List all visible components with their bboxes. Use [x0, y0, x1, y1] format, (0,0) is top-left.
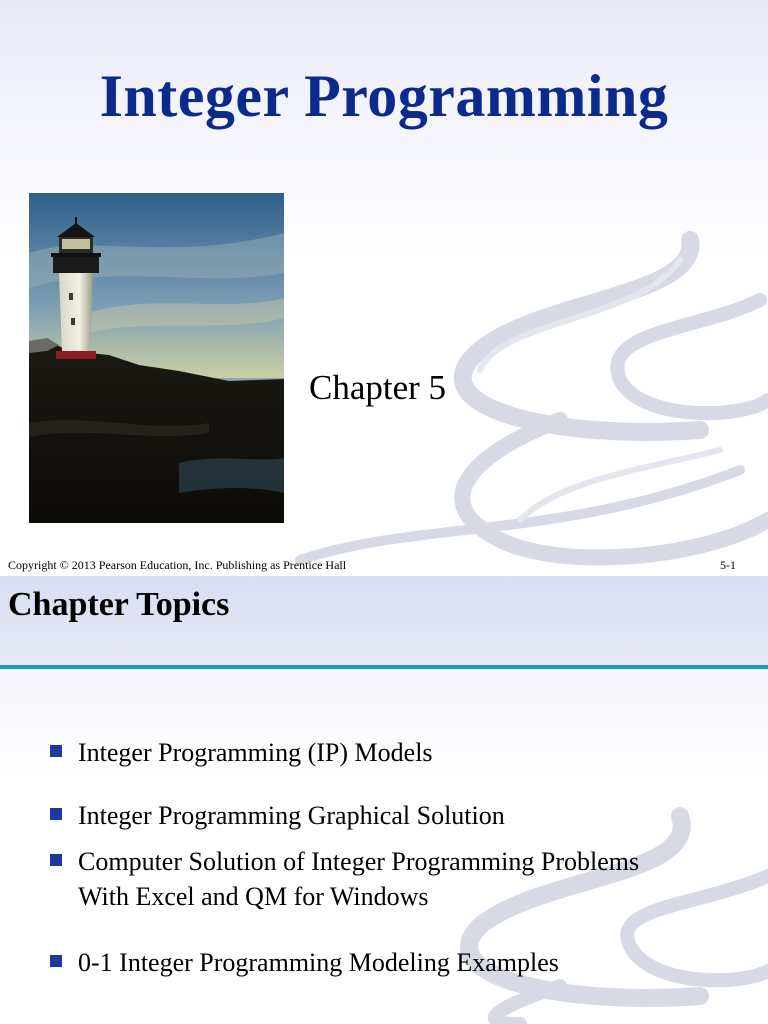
square-bullet-icon	[50, 745, 62, 757]
copyright-footer: Copyright © 2013 Pearson Education, Inc. Publishing as Prentice Hall	[8, 558, 347, 572]
square-bullet-icon	[50, 854, 62, 866]
lighthouse-photo	[29, 193, 284, 523]
topics-list	[0, 576, 768, 1024]
list-item-text: Integer Programming (IP) Models	[78, 738, 433, 767]
chapter-subtitle: Chapter 5	[309, 368, 447, 407]
square-bullet-icon	[50, 955, 62, 967]
list-item	[50, 945, 690, 980]
list-item-text: Computer Solution of Integer Programming Problems With Excel and QM for Windows	[78, 847, 640, 911]
slide-title: Integer Programming	[99, 63, 669, 129]
list-item-text: 0-1 Integer Programming Modeling Examples	[78, 948, 559, 977]
slide-title: Chapter Topics	[8, 586, 230, 623]
list-item	[50, 844, 690, 914]
square-bullet-icon	[50, 808, 62, 820]
list-item	[50, 735, 690, 770]
list-item	[50, 798, 690, 833]
slide-number: 5-1	[720, 558, 736, 572]
chapter-topics-slide	[0, 576, 768, 1024]
list-item-text: Integer Programming Graphical Solution	[78, 801, 505, 830]
